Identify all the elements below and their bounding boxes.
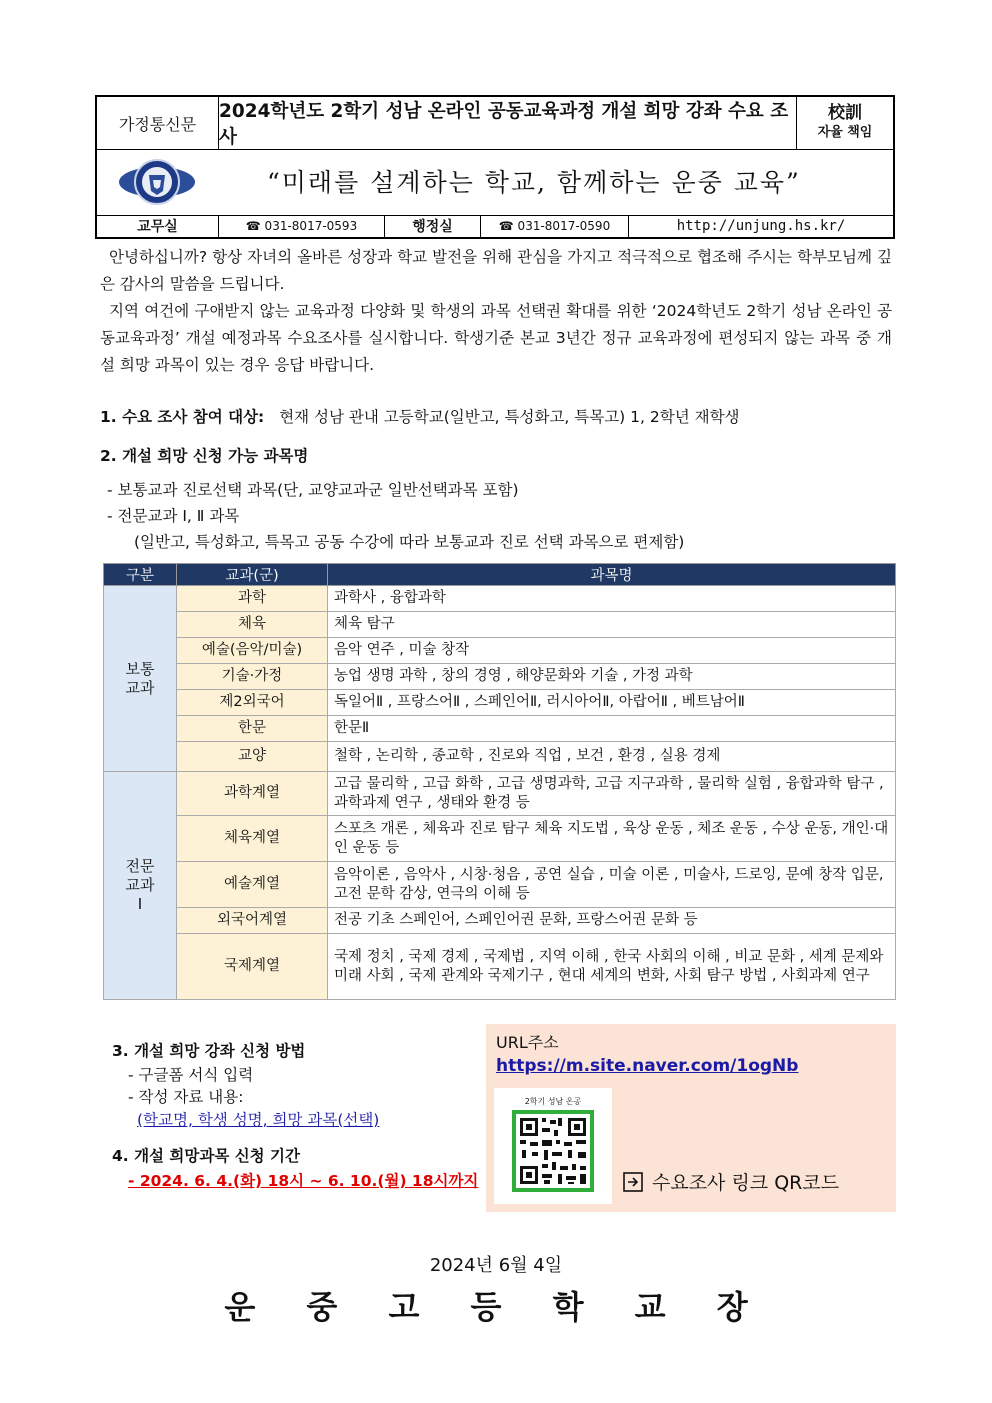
section-1	[100, 405, 740, 427]
section-3-bullet-1: - 구글폼 서식 입력	[128, 1066, 254, 1084]
section-1-text: 현재 성남 관내 고등학교(일반고, 특성화고, 특목고) 1, 2학년 재학생	[279, 408, 740, 426]
qr-link-text: 수요조사 링크 QR코드	[652, 1172, 840, 1194]
school-emblem-icon	[117, 153, 197, 211]
table-cell-area: 교양	[177, 742, 328, 772]
section-2-bullet-1: - 보통교과 진로선택 과목(단, 교양교과군 일반선택과목 포함)	[107, 481, 519, 499]
school-motto-label: 校訓	[828, 103, 862, 123]
school-slogan: “미래를 설계하는 학교, 함께하는 운중 교육”	[267, 168, 801, 197]
url-label: URL주소	[496, 1033, 559, 1052]
table-cell-subjects: 전공 기초 스페인어, 스페인어권 문화, 프랑스어권 문화 등	[328, 908, 896, 934]
table-cell-subjects: 국제 정치 , 국제 경제 , 국제법 , 지역 이해 , 한국 사회의 이해 , 비교 문화 , 세계 문제와 미래 사회 , 국제 관계와 국제기구 , 현대 세계의 변화, 사회 탐구 방법 , 사회과제 연구	[328, 934, 896, 1000]
survey-url-link[interactable]: https://m.site.naver.com/1ogNb	[496, 1056, 799, 1076]
intro-paragraph-2: 지역 여건에 구애받지 않는 교육과정 다양화 및 학생의 과목 선택권 확대를 위한 ‘2024학년도 2학기 성남 온라인 공동교육과정’ 개설 예정과목 수요조사를 실시합니다. 학생기준 본교 3년간 정규 교육과정에 편성되지 않는 과목 중 개설 희망 과목이 있는 경우 응답 바랍니다.	[100, 302, 892, 374]
section-4-heading: 4. 개설 희망과목 신청 기간	[112, 1147, 300, 1165]
table-row	[104, 664, 896, 690]
application-period: - 2024. 6. 4.(화) 18시 ~ 6. 10.(월) 18시까지	[128, 1172, 479, 1190]
letter-header	[95, 95, 895, 239]
group-specialized: 전문 교과 Ⅰ	[104, 772, 177, 1000]
academic-office-label: 교무실	[97, 215, 219, 237]
table-cell-area: 한문	[177, 716, 328, 742]
table-cell-subjects: 음악 연주 , 미술 창작	[328, 638, 896, 664]
table-cell-subjects: 농업 생명 과학 , 창의 경영 , 해양문화와 기술 , 가정 과학	[328, 664, 896, 690]
table-cell-subjects: 독일어Ⅱ , 프랑스어Ⅱ , 스페인어Ⅱ, 러시아어Ⅱ, 아랍어Ⅱ , 베트남어Ⅱ	[328, 690, 896, 716]
section-3-bullet-2: - 작성 자료 내용:	[128, 1088, 244, 1106]
subject-table	[103, 563, 896, 1000]
table-row	[104, 816, 896, 862]
table-row	[104, 862, 896, 908]
table-cell-area: 체육	[177, 612, 328, 638]
table-cell-area: 과학계열	[177, 772, 328, 816]
letter-date: 2024년 6월 4일	[429, 1255, 563, 1276]
table-header-subjects: 과목명	[328, 564, 896, 586]
section-2-note: (일반고, 특성화고, 특목고 공동 수강에 따라 보통교과 진로 선택 과목으로 편제함)	[134, 533, 685, 551]
section-3-heading: 3. 개설 희망 강좌 신청 방법	[112, 1042, 306, 1060]
header-slogan-row	[97, 149, 893, 216]
table-row	[104, 690, 896, 716]
admin-office-label: 행정실	[385, 215, 481, 237]
table-row	[104, 908, 896, 934]
section-3-items: (학교명, 학생 성명, 희망 과목(선택)	[137, 1111, 380, 1129]
arrow-right-icon	[622, 1171, 644, 1193]
section-2-heading: 2. 개설 희망 신청 가능 과목명	[100, 447, 309, 465]
header-title-row	[97, 97, 893, 150]
qr-card	[494, 1088, 612, 1204]
table-cell-subjects: 철학 , 논리학 , 종교학 , 진로와 직업 , 보건 , 환경 , 실용 경제	[328, 742, 896, 772]
table-row	[104, 638, 896, 664]
qr-panel	[486, 1024, 896, 1212]
table-cell-area: 체육계열	[177, 816, 328, 862]
qr-code-icon[interactable]	[512, 1110, 594, 1192]
table-row	[104, 934, 896, 1000]
admin-office-phone: ☎ 031-8017-0590	[481, 215, 629, 237]
signer: 운 중 고 등 학 교 장	[224, 1288, 768, 1326]
table-cell-subjects: 음악이론 , 음악사 , 시창·청음 , 공연 실습 , 미술 이론 , 미술사, 드로잉, 문예 창작 입문, 고전 문학 감상, 연극의 이해 등	[328, 862, 896, 908]
qr-link-label	[622, 1168, 839, 1195]
table-cell-subjects: 한문Ⅱ	[328, 716, 896, 742]
intro-paragraph-1: 안녕하십니까? 항상 자녀의 올바른 성장과 학교 발전을 위해 관심을 가지고 적극적으로 협조해 주시는 학부모님께 깊은 감사의 말씀을 드립니다.	[100, 248, 892, 293]
table-row	[104, 716, 896, 742]
group-general: 보통 교과	[104, 586, 177, 772]
header-contact-row	[97, 215, 893, 237]
table-header-row	[104, 564, 896, 586]
table-cell-area: 과학	[177, 586, 328, 612]
table-row	[104, 772, 896, 816]
school-motto-text: 자율 책임	[817, 125, 873, 140]
table-cell-area: 기술·가정	[177, 664, 328, 690]
table-row	[104, 742, 896, 772]
section-1-heading: 1. 수요 조사 참여 대상:	[100, 408, 265, 426]
school-website-link[interactable]: http://unjung.hs.kr/	[676, 218, 846, 234]
table-cell-area: 외국어계열	[177, 908, 328, 934]
table-cell-subjects: 과학사 , 융합과학	[328, 586, 896, 612]
table-cell-area: 예술계열	[177, 862, 328, 908]
table-row	[104, 612, 896, 638]
table-header-area: 교과(군)	[177, 564, 328, 586]
table-cell-area: 국제계열	[177, 934, 328, 1000]
table-header-category: 구분	[104, 564, 177, 586]
table-cell-area: 제2외국어	[177, 690, 328, 716]
section-2-bullet-2: - 전문교과 Ⅰ, Ⅱ 과목	[107, 507, 240, 525]
table-cell-subjects: 체육 탐구	[328, 612, 896, 638]
academic-office-phone: ☎ 031-8017-0593	[219, 215, 385, 237]
table-row	[104, 586, 896, 612]
table-cell-subjects: 고급 물리학 , 고급 화학 , 고급 생명과학, 고급 지구과학 , 물리학 실험 , 융합과학 탐구 , 과학과제 연구 , 생태와 환경 등	[328, 772, 896, 816]
document-title: 2024학년도 2학기 성남 온라인 공동교육과정 개설 희망 강좌 수요 조사	[219, 97, 797, 149]
table-cell-subjects: 스포츠 개론 , 체육과 진로 탐구 체육 지도법 , 육상 운동 , 체조 운동 , 수상 운동, 개인·대인 운동 등	[328, 816, 896, 862]
table-cell-area: 예술(음악/미술)	[177, 638, 328, 664]
school-motto	[797, 97, 893, 149]
qr-caption: 2학기 성남 온공	[524, 1097, 582, 1106]
letter-type: 가정통신문	[97, 97, 219, 149]
